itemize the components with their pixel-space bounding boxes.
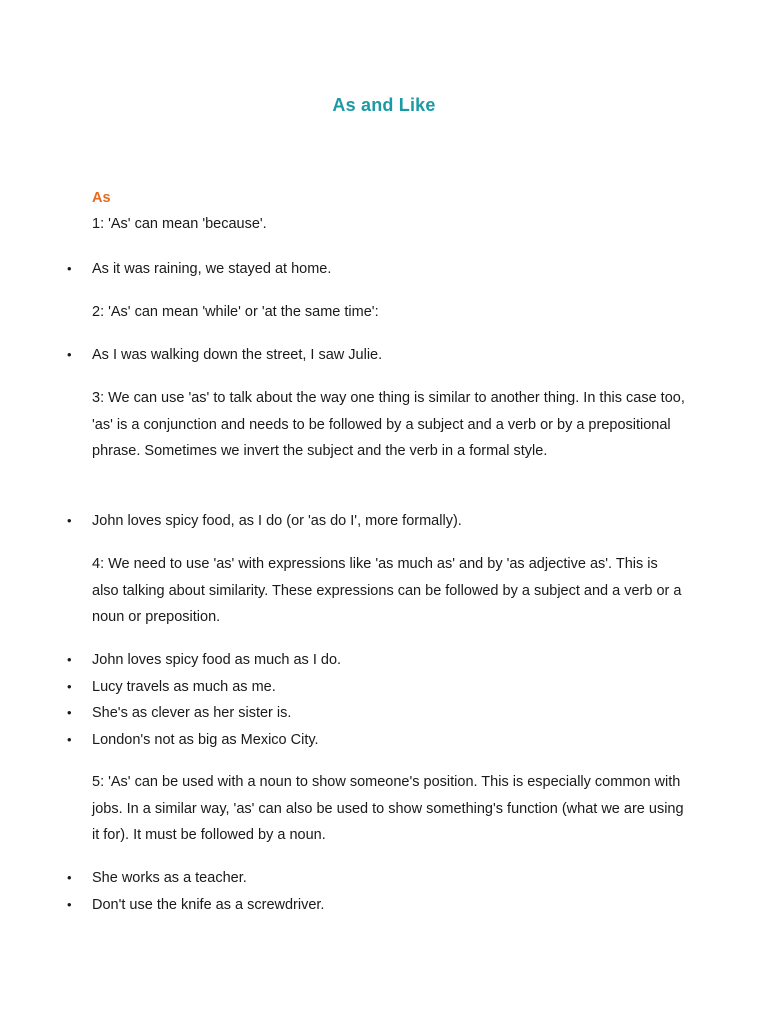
bullet-icon: • — [67, 678, 72, 694]
list-item — [0, 727, 768, 754]
list-item — [0, 342, 768, 369]
list-item — [0, 700, 768, 727]
list-item — [0, 256, 768, 283]
bullet-list-2 — [0, 342, 768, 369]
list-item-text: John loves spicy food, as I do (or 'as do I', more formally). — [92, 513, 462, 529]
list-item-text: As it was raining, we stayed at home. — [92, 261, 332, 277]
bullet-icon: • — [67, 513, 72, 528]
paragraph-4: 4: We need to use 'as' with expressions like 'as much as' and by 'as adjective as'. This is also talking about similarity. These expressions can be followed by a subject and a verb or a noun or preposition. — [92, 556, 682, 625]
bullet-icon: • — [67, 705, 72, 720]
list-item-text: London's not as big as Mexico City. — [92, 731, 319, 748]
list-item-text: She works as a teacher. — [92, 870, 247, 886]
list-item — [0, 674, 768, 701]
bullet-icon: • — [67, 261, 72, 276]
document-title: As and Like — [332, 95, 436, 115]
paragraph-5: 5: 'As' can be used with a noun to show someone's position. This is especially common with jobs. In a similar way, 'as' can also be used to show something's function (what we are using it for). It must be followed by a noun. — [92, 774, 684, 843]
list-item — [0, 647, 768, 674]
bullet-icon: • — [67, 347, 72, 362]
list-item-text: As I was walking down the street, I saw Julie. — [92, 347, 383, 363]
bullet-list-1 — [0, 256, 768, 283]
list-item-text: John loves spicy food as much as I do. — [92, 652, 342, 668]
paragraph-2: 2: 'As' can mean 'while' or 'at the same time': — [92, 304, 379, 320]
paragraph-3: 3: We can use 'as' to talk about the way one thing is similar to another thing. In this case too, 'as' is a conjunction and needs to be followed by a subject and a verb or by a prepositional phrase. Sometimes we invert the subject and the verb in a formal style. — [92, 390, 685, 459]
bullet-icon: • — [67, 731, 72, 747]
bullet-list-4 — [0, 647, 768, 753]
list-item — [0, 508, 768, 535]
bullet-icon: • — [67, 896, 72, 912]
list-item-text: Lucy travels as much as me. — [92, 678, 276, 695]
list-item-text: Don't use the knife as a screwdriver. — [92, 896, 325, 913]
bullet-list-5 — [0, 865, 768, 918]
list-item-text: She's as clever as her sister is. — [92, 705, 292, 721]
bullet-icon: • — [67, 870, 72, 885]
bullet-icon: • — [67, 652, 72, 667]
list-item — [0, 892, 768, 919]
list-item — [0, 865, 768, 892]
section-heading-as: As — [92, 190, 111, 206]
bullet-list-3 — [0, 508, 768, 535]
paragraph-1: 1: 'As' can mean 'because'. — [92, 216, 267, 232]
